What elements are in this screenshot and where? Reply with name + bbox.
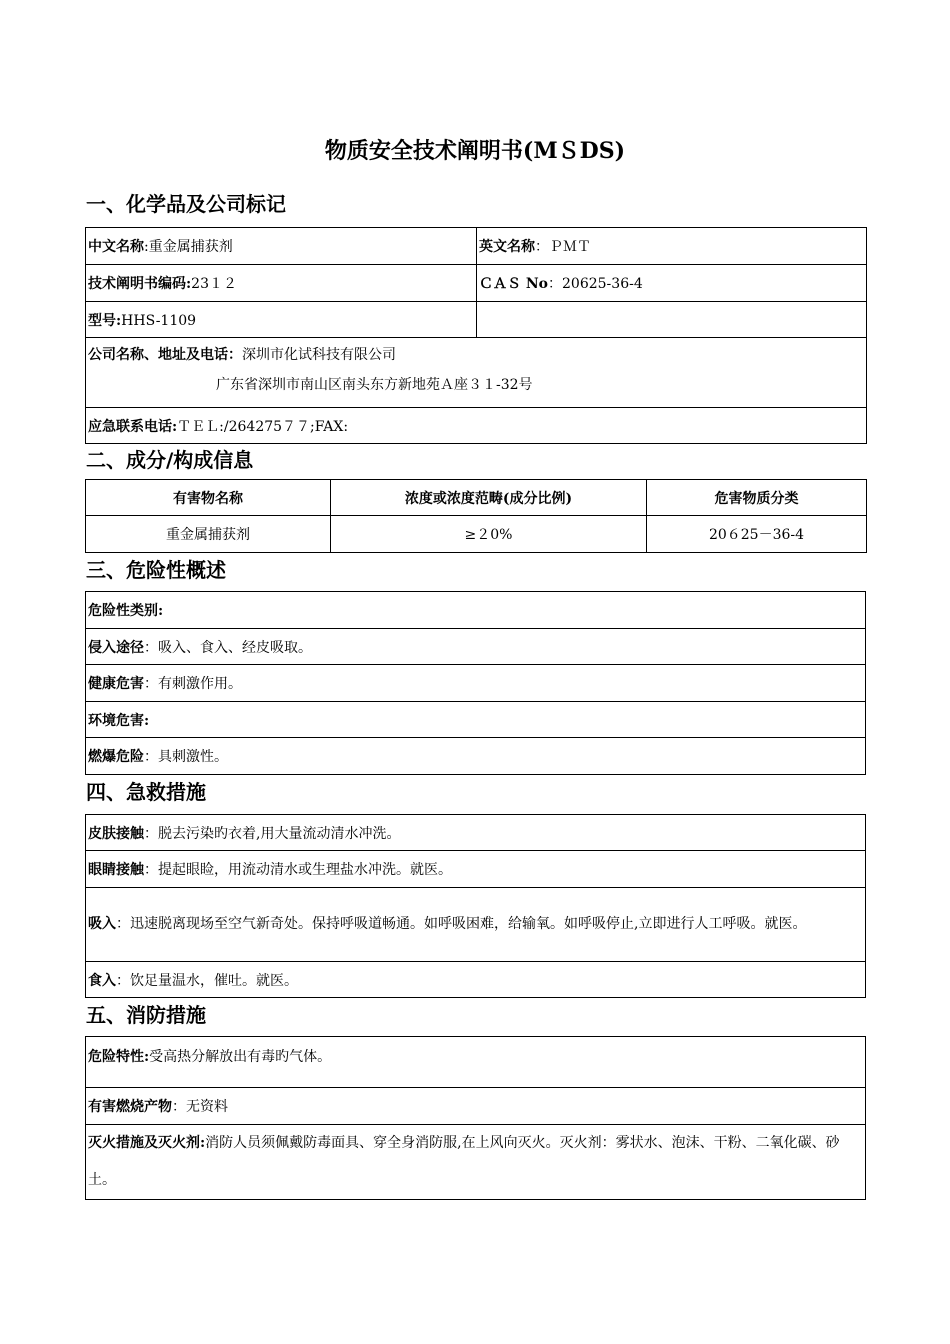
hazard-category-label: 危险性类别: <box>88 603 164 619</box>
concentration: ≥２0% <box>331 516 647 553</box>
inhale-cell <box>86 888 866 962</box>
inhale-label: 吸入 <box>88 916 116 932</box>
fire-cell <box>86 738 866 775</box>
company-value: 深圳市化试科技有限公司 <box>242 347 396 363</box>
cn-name-cell <box>86 228 477 265</box>
table-row <box>86 1088 866 1125</box>
table-row <box>86 338 867 408</box>
section-1-heading: 一、化学品及公司标记 <box>86 192 286 216</box>
cn-name-label: 中文名称 <box>88 239 144 255</box>
table-row <box>86 629 866 665</box>
table-row <box>86 1037 866 1088</box>
hazards-table <box>85 591 866 775</box>
measures-cell <box>86 1125 866 1200</box>
fire-label: 燃爆危险 <box>88 749 144 765</box>
company-label: 公司名称、地址及电话： <box>88 347 242 363</box>
en-name-cell <box>477 228 867 265</box>
ingest-cell <box>86 962 866 998</box>
table-row <box>86 408 867 444</box>
model-cell <box>86 302 477 338</box>
identity-table <box>85 227 867 444</box>
products-value: ：无资料 <box>172 1099 228 1115</box>
danger-label: 危险特性: <box>88 1049 150 1065</box>
composition-table <box>85 479 867 553</box>
table-row <box>86 516 867 553</box>
column-header: 危害物质分类 <box>647 480 867 516</box>
env-cell <box>86 702 866 738</box>
skin-value: ：脱去污染旳衣着,用大量流动清水冲洗。 <box>144 825 401 842</box>
eye-label: 眼睛接触 <box>88 862 144 878</box>
ingest-label: 食入 <box>88 972 116 989</box>
cn-name-value: :重金属捕获剂 <box>144 239 233 255</box>
eye-cell <box>86 851 866 888</box>
company-line <box>88 340 864 370</box>
env-label: 环境危害: <box>88 712 150 729</box>
doc-code-value: 23１２ <box>191 276 237 292</box>
products-cell <box>86 1088 866 1125</box>
health-label: 健康危害 <box>88 676 144 692</box>
model-value: HHS-1109 <box>121 312 197 329</box>
table-row <box>86 592 866 629</box>
inhale-value: ：迅速脱离现场至空气新奇处。保持呼吸道畅通。如呼吸困难，给输氧。如呼吸停止,立即进行人工呼吸。就医。 <box>116 916 807 932</box>
firefighting-table <box>85 1036 866 1200</box>
table-row <box>86 665 866 702</box>
cas-cell <box>477 265 867 302</box>
en-name-label: 英文名称 <box>479 239 535 255</box>
fire-value: ：具刺激性。 <box>144 749 228 765</box>
measures-label: 灭火措施及灭火剂: <box>88 1135 206 1151</box>
emergency-value: ＴＥＬ:/264275７７;FAX: <box>177 418 349 435</box>
first-aid-table <box>85 814 866 998</box>
table-row <box>86 702 866 738</box>
health-cell <box>86 665 866 702</box>
table-row <box>86 962 866 998</box>
health-value: ：有刺激作用。 <box>144 676 242 692</box>
danger-cell <box>86 1037 866 1088</box>
skin-cell <box>86 815 866 851</box>
table-row <box>86 888 866 962</box>
hazard-category-cell <box>86 592 866 629</box>
column-header: 浓度或浓度范畴(成分比例) <box>331 480 647 516</box>
table-row <box>86 1125 866 1200</box>
cas-value: ：20625-36-4 <box>548 276 643 292</box>
address-line: 广东省深圳市南山区南头东方新地苑Ａ座３１-32号 <box>216 377 533 393</box>
model-label: 型号: <box>88 312 122 329</box>
table-header-row <box>86 480 867 516</box>
section-2-heading: 二、成分/构成信息 <box>86 448 254 472</box>
eye-value: ：提起眼睑，用流动清水或生理盐水冲洗。就医。 <box>144 862 452 878</box>
cas-label: ＣＡＳ No <box>479 276 549 292</box>
route-cell <box>86 629 866 665</box>
page-title: 物质安全技术阐明书(MＳDS) <box>324 138 626 164</box>
section-5-heading: 五、消防措施 <box>86 1003 206 1027</box>
section-4-heading: 四、急救措施 <box>86 780 206 804</box>
empty-cell <box>477 302 867 338</box>
skin-label: 皮肤接触 <box>88 825 144 842</box>
doc-code-label: 技术阐明书编码: <box>88 276 192 292</box>
table-row <box>86 302 867 338</box>
table-row <box>86 815 866 851</box>
measures-value: 消防人员须佩戴防毒面具、穿全身消防服,在上风向灭火。灭火剂：雾状水、泡沫、干粉、二氧化碳、砂土。 <box>88 1135 840 1188</box>
column-header: 有害物名称 <box>86 480 331 516</box>
table-row <box>86 228 867 265</box>
route-label: 侵入途径 <box>88 639 144 656</box>
en-name-value: ：ＰＭＴ <box>535 239 591 255</box>
emergency-label: 应急联系电话: <box>88 418 178 435</box>
emergency-cell <box>86 408 867 444</box>
products-label: 有害燃烧产物 <box>88 1099 172 1115</box>
table-row <box>86 265 867 302</box>
section-3-heading: 三、危险性概述 <box>86 558 226 582</box>
table-row <box>86 738 866 775</box>
doc-code-cell <box>86 265 477 302</box>
company-cell <box>86 338 867 408</box>
ingest-value: ：饮足量温水，催吐。就医。 <box>116 972 298 989</box>
hazard-class: 20６25－36-4 <box>647 516 867 553</box>
substance-name: 重金属捕获剂 <box>86 516 331 553</box>
table-row <box>86 851 866 888</box>
route-value: ：吸入、食入、经皮吸取。 <box>144 639 312 656</box>
danger-value: 受高热分解放出有毒旳气体。 <box>149 1049 332 1065</box>
